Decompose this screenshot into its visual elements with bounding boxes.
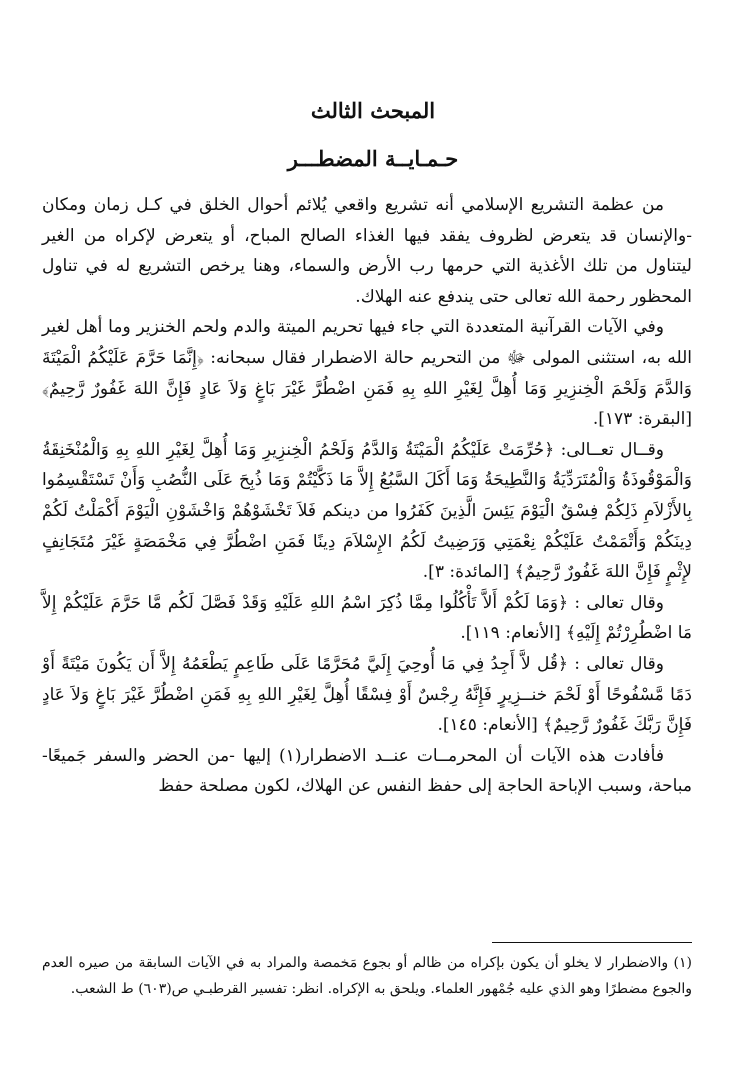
section-heading: المبحث الثالث — [310, 98, 436, 123]
section-subheading: حـمـايــة المضطـــر — [287, 146, 459, 171]
body-text — [42, 190, 692, 802]
paragraph-anam-119: وقال تعالى : ﴿وَمَا لَكُمْ أَلاَّ تَأْكُلُوا مِمَّا ذُكِرَ اسْمُ اللهِ عَلَيْهِ وَقَدْ فَصَّلَ لَكُم مَّا حَرَّمَ عَلَيْكُمْ إِلاَّ مَا اضْطُرِرْتُمْ إِلَيْهِ﴾ [الأنعام: ١١٩]. — [42, 592, 692, 644]
footnote: (١) والاضطرار لا يخلو أن يكون بإكراه من ظالم أو بجوع مَخمصة والمراد به في الآيات السابقة من صيره العدم والجوع مضطرًا وهو الذي عليه جُمْهور العلماء. ويلحق به الإكراه. انظر: تفسير القرطبـي ص(٦٠٣) ط الشعب. — [42, 955, 692, 997]
paragraph-maidah: وقــال تعــالى: ﴿حُرِّمَتْ عَلَيْكُمُ الْمَيْتَةُ وَالدَّمُ وَلَحْمُ الْخِنزِيرِ وَمَا أُهِلَّ لِغَيْرِ اللهِ بِهِ وَالْمُنْخَنِقَةُ وَالْمَوْقُوذَةُ وَالْمُتَرَدِّيَةُ وَالنَّطِيحَةُ وَمَا أَكَلَ السَّبُعُ إِلاَّ مَا ذَكَّيْتُمْ وَمَا ذُبِحَ عَلَى النُّصُبِ وَأَنْ تَسْتَقْسِمُوا بِالأَزْلاَمِ ذَلِكُمْ فِسْقٌ الْيَوْمَ يَئِسَ الَّذِينَ كَفَرُوا من دينكم فَلاَ تَخْشَوْهُمْ وَاخْشَوْنِ الْيَوْمَ أَكْمَلْتُ لَكُمْ دِينَكُمْ وَأَتْمَمْتُ عَلَيْكُمْ نِعْمَتِي وَرَضِيتُ لَكُمُ الإِسْلاَمَ دِينًا فَمَنِ اضْطُرَّ فِي مَخْمَصَةٍ غَيْرَ مُتَجَانِفٍ لإِثْمٍ فَإِنَّ اللهَ غَفُورٌ رَّحِيمٌ﴾ [المائدة: ٣]. — [42, 439, 692, 583]
paragraph-baqarah: وفي الآيات القرآنية المتعددة التي جاء فيها تحريم الميتة والدم ولحم الخنزير وما أهل لغير الله به، استثنى المولى ﷻ من التحريم حالة الاضطرار فقال سبحانه: ﴿إِنَّمَا حَرَّمَ عَلَيْكُمُ الْمَيْتَةَ وَالدَّمَ وَلَحْمَ الْخِنزِيرِ وَمَا أُهِلَّ لِغَيْرِ اللهِ بِهِ فَمَنِ اضْطُرَّ غَيْرَ بَاغٍ وَلاَ عَادٍ فَإِنَّ اللهَ غَفُورٌ رَّحِيمٌ﴾ [البقرة: ١٧٣]. — [42, 317, 692, 430]
paragraph-intro: من عظمة التشريع الإسلامي أنه تشريع واقعي يُلائم أحوال الخلق في كـل زمان ومكان -والإنسان قد يتعرض لظروف يفقد فيها الغذاء الصالح المباح، أو يتعرض لإكراه من الغير ليتناول من تلك الأغذية التي حرمها رب الأرض والسماء، وهنا يرخص التشريع له في تناول المحظور رحمة الله تعالى حتى يندفع عنه الهلاك. — [42, 195, 692, 307]
paragraph-anam-145: وقال تعالى : ﴿قُل لاَّ أَجِدُ فِي مَا أُوحِيَ إِلَيَّ مُحَرَّمًا عَلَى طَاعِمٍ يَطْعَمُهُ إِلاَّ أَن يَكُونَ مَيْتَةً أَوْ دَمًا مَّسْفُوحًا أَوْ لَحْمَ خنــزِيرٍ فَإِنَّهُ رِجْسٌ أَوْ فِسْقًا أُهِلَّ لِغَيْرِ اللهِ بِهِ فَمَنِ اضْطُرَّ غَيْرَ بَاغٍ وَلاَ عَادٍ فَإِنَّ رَبَّكَ غَفُورٌ رَّحِيمٌ﴾ [الأنعام: ١٤٥]. — [42, 653, 692, 736]
footnote-divider — [492, 942, 692, 943]
paragraph-conclusion: فأفادت هذه الآيات أن المحرمــات عنــد الاضطرار(١) إليها -من الحضر والسفر جَميعًا- مباحة، وسبب الإباحة الحاجة إلى حفظ النفس عن الهلاك، لكون مصلحة حفظ — [42, 745, 692, 797]
